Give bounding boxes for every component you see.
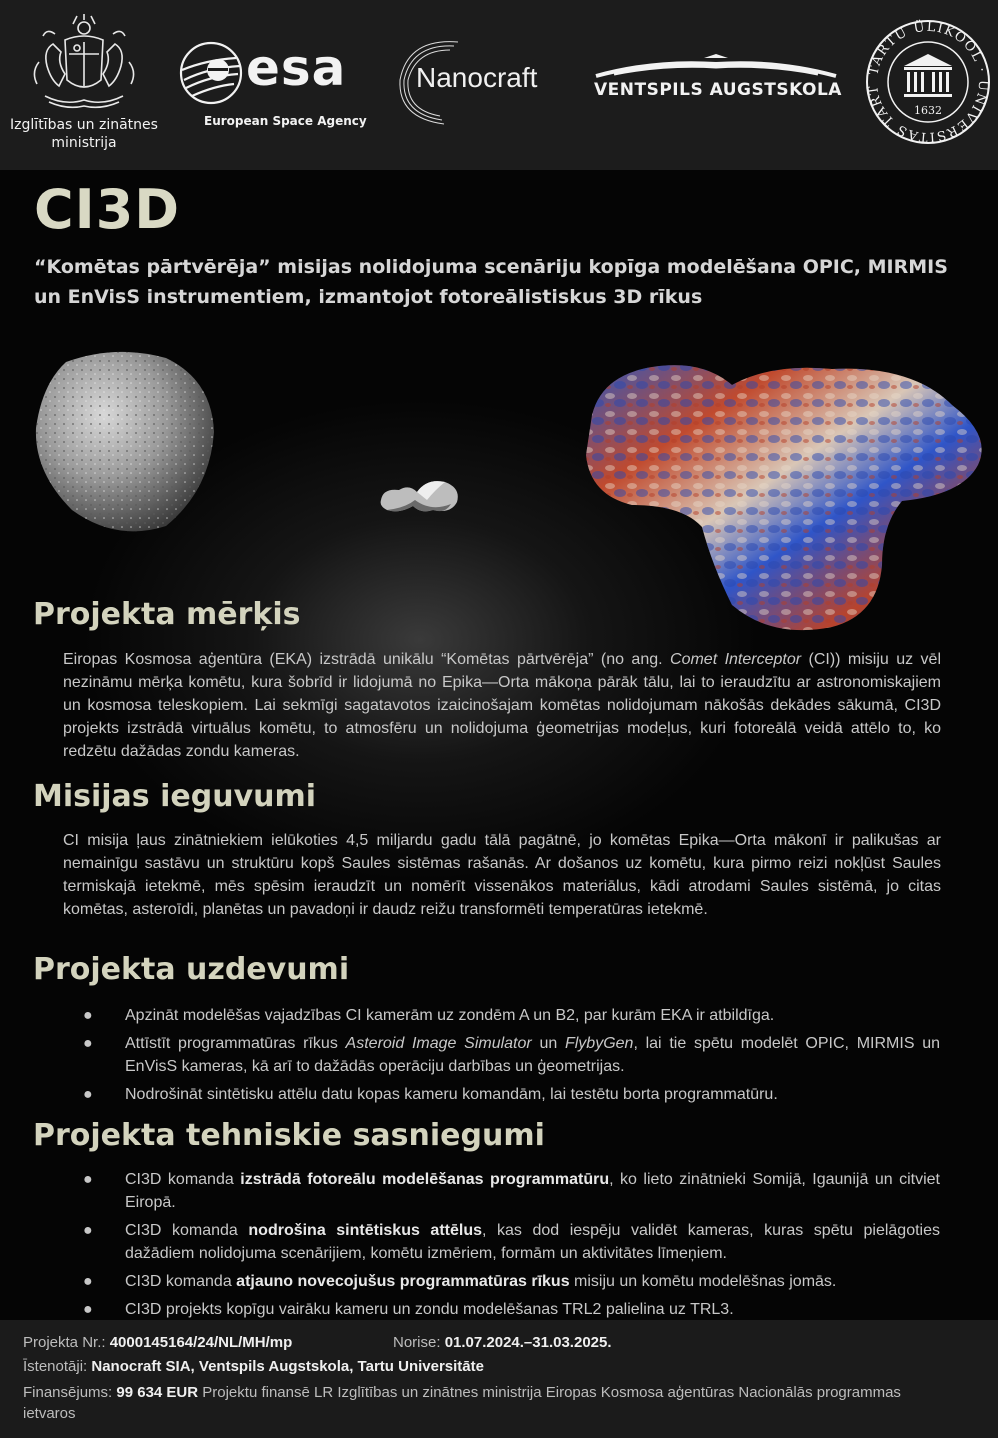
esa-caption: European Space Agency — [204, 114, 367, 128]
comet-heatmap-image — [582, 355, 992, 635]
latvian-coat-of-arms-icon — [25, 14, 143, 114]
logo-bar — [0, 0, 998, 170]
achievement-1-pre: CI3D komanda — [125, 1171, 241, 1188]
footer — [0, 1320, 998, 1438]
task-2-text-b: un — [531, 1035, 565, 1052]
achievement-2-post: , kas dod iespēju validēt kameras, kuras spētu pielāgoties dažādiem nolidojuma scenārijiem, komētu izmēriem, formām un aktivitātes līmeņiem. — [125, 1222, 940, 1262]
tartu-seal-icon — [864, 18, 992, 146]
period-label: Norise: — [393, 1334, 445, 1351]
tartu-seal — [864, 18, 992, 146]
list-item: ● CI3D komanda nodrošina sintētiskus attēlus, kas dod iespēju validēt kameras, kuras spētu pielāgoties dažādiem nolidojuma scenārijiem, komētu izmēriem, formām un aktivitātes līmeņiem. — [83, 1222, 940, 1262]
footer-project-row — [23, 1334, 292, 1351]
achievement-4-text: CI3D projekts kopīgu vairāku kameru un zondu modelēšanas TRL2 palielina uz TRL3. — [125, 1301, 734, 1318]
ministry-logo — [8, 14, 160, 152]
task-2-text-a: Attīstīt programmatūras rīkus — [125, 1035, 346, 1052]
heading-project-tasks: Projekta uzdevumi — [33, 952, 350, 987]
achievement-1-post: , ko lieto zinātnieki Somijā, Igaunijā un citviet Eiropā. — [125, 1171, 940, 1211]
achievement-1-bold: izstrādā fotoreālu modelēšanas programmatūru — [240, 1171, 610, 1188]
achievement-2-pre: CI3D komanda — [125, 1222, 249, 1239]
implementers-value: Nanocraft SIA, Ventspils Augstskola, Tartu Universitāte — [91, 1358, 484, 1375]
ministry-name-line2: ministrija — [51, 135, 117, 151]
project-number: 4000145164/24/NL/MH/mp — [109, 1334, 293, 1351]
funding-label: Finansējums: — [23, 1384, 117, 1401]
list-item: ● Nodrošināt sintētisku attēlu datu kopas kameru komandām, lai testētu borta programmatūru. — [83, 1086, 778, 1103]
funding-text: Projektu finansē LR Izglītības un zinātnes ministrija Eiropas Kosmosa aģentūras Nacionālās programmas ietvaros — [23, 1384, 901, 1422]
funding-amount: 99 634 EUR — [116, 1384, 199, 1401]
achievement-3-bold: atjauno novecojušus programmatūras rīkus — [236, 1273, 570, 1290]
nanocraft-wordmark: Nanocraft — [416, 62, 538, 93]
page-title: CI3D — [34, 178, 181, 241]
project-number-label: Projekta Nr.: — [23, 1334, 110, 1351]
heading-project-goal: Projekta mērķis — [33, 597, 301, 632]
achievement-3-post: misiju un komētu modelēšnas jomās. — [569, 1273, 837, 1290]
list-item: ● Apzināt modelēšas vajadzības CI kamerām uz zondēm A un B2, par kurām EKA ir atbildīga. — [83, 1007, 775, 1024]
heading-mission-benefits: Misijas ieguvumi — [33, 779, 317, 814]
period-value: 01.07.2024.–31.03.2025. — [444, 1334, 612, 1351]
task-3-text: Nodrošināt sintētisku attēlu datu kopas kameru komandām, lai testētu borta programmatūru. — [125, 1086, 778, 1103]
footer-period-row — [393, 1334, 612, 1351]
asteroid-image — [26, 340, 226, 540]
footer-funding-row — [23, 1382, 923, 1424]
page-subtitle: “Komētas pārtvērēja” misijas nolidojuma scenāriju kopīga modelēšana OPIC, MIRMIS un EnVisS instrumentiem, izmantojot fotoreālistiskus 3D rīkus — [34, 256, 948, 308]
esa-logo — [176, 39, 367, 135]
task-2-italic-2: FlybyGen — [564, 1035, 634, 1052]
task-1-text: Apzināt modelēšas vajadzības CI kamerām uz zondēm A un B2, par kurām EKA ir atbildīga. — [125, 1007, 775, 1024]
esa-wordmark: esa — [246, 39, 347, 97]
list-item: ● Attīstīt programmatūras rīkus Asteroid Image Simulator un FlybyGen, lai tie spētu modelēt OPIC, MIRMIS un EnVisS kameras, kā arī to dažādās operāciju darbības un ģeometrijas. — [83, 1035, 941, 1075]
tartu-year: 1632 — [914, 104, 942, 117]
benefits-paragraph: CI misija ļaus zinātniekiem ielūkoties 4,5 miljardu gadu tālā pagātnē, jo komētas Epika—Orta mākonī ir palikušas ar nemainīgu sastāvu un struktūru kopš Saules sistēmas rašanās. Ar došanos uz komētu, kura pirmo reizi nokļūst Saules termiskajā ietekmē, mēs spēsim ieraudzīt un nomērīt vissenākos materiālus, kādi atrodami Saules sistēmā, jo citas komētas, asteroīdi, planētas un pavadoņi ir daudz reižu transformēti temperatūras ietekmē. — [63, 832, 941, 918]
heading-technical-achievements: Projekta tehniskie sasniegumi — [33, 1118, 545, 1153]
svg-text:TARTU ÜLIKOOL · UNIVERSITAS TA: TARTU ÜLIKOOL · UNIVERSITAS TART — [865, 19, 991, 145]
ventspils-logo-icon — [594, 54, 838, 78]
task-2-italic-1: Asteroid Image Simulator — [345, 1035, 532, 1052]
list-item: ● CI3D komanda izstrādā fotoreālu modelēšanas programmatūru, ko lieto zinātnieki Somijā, Igaunijā un citviet Eiropā. — [83, 1171, 940, 1211]
goal-text-italic: Comet Interceptor — [670, 651, 802, 668]
ministry-name-line1: Izglītības un zinātnes — [10, 117, 158, 133]
achievement-2-bold: nodrošina sintētiskus attēlus — [248, 1222, 482, 1239]
ventspils-wordmark: VENTSPILS AUGSTSKOLA — [594, 80, 842, 100]
footer-implementers-row — [23, 1358, 484, 1375]
achievement-3-pre: CI3D komanda — [125, 1273, 237, 1290]
achievements-list — [0, 1168, 998, 1326]
list-item: ● CI3D projekts kopīgu vairāku kameru un zondu modelēšanas TRL2 palielina uz TRL3. — [83, 1301, 734, 1318]
nanocraft-logo — [388, 32, 558, 132]
esa-logo-icon — [178, 40, 244, 106]
comet-nucleus-image — [375, 470, 465, 520]
list-item: ● CI3D komanda atjauno novecojušus programmatūras rīkus misiju un komētu modelēšnas jomās. — [83, 1273, 837, 1290]
goal-paragraph — [63, 648, 941, 763]
implementers-label: Īstenotāji: — [23, 1358, 92, 1375]
tasks-list — [0, 1004, 998, 1111]
goal-text-after: (CI)) misiju uz vēl nezināmu mērķa komētu, kura šobrīd ir lidojumā no Epika—Orta mākoņa pārāk tālu, lai to ieraudzītu ar astronomiskajiem un kosmosa teleskopiem. Lai sekmīgi sagatavotos izaicinošajam komētas nolidojumam nākošās dekādes sākumā, CI3D projekts izstrādā virtuālus komētu, to atmosfēru un nolidojuma ģeometrijas modeļus, kuri fotoreālā veidā attēlo to, ko redzētu dažādas zondu kameras. — [63, 651, 942, 760]
goal-text-before: Eiropas Kosmosa aģentūra (EKA) izstrādā unikālu “Komētas pārtvērēja” (no ang. — [63, 651, 671, 668]
ventspils-logo — [594, 54, 842, 104]
task-2-text-c: , lai tie spētu modelēt OPIC, MIRMIS un EnVisS kameras, kā arī to dažādās operāciju darbības un ģeometrijas. — [125, 1035, 941, 1075]
